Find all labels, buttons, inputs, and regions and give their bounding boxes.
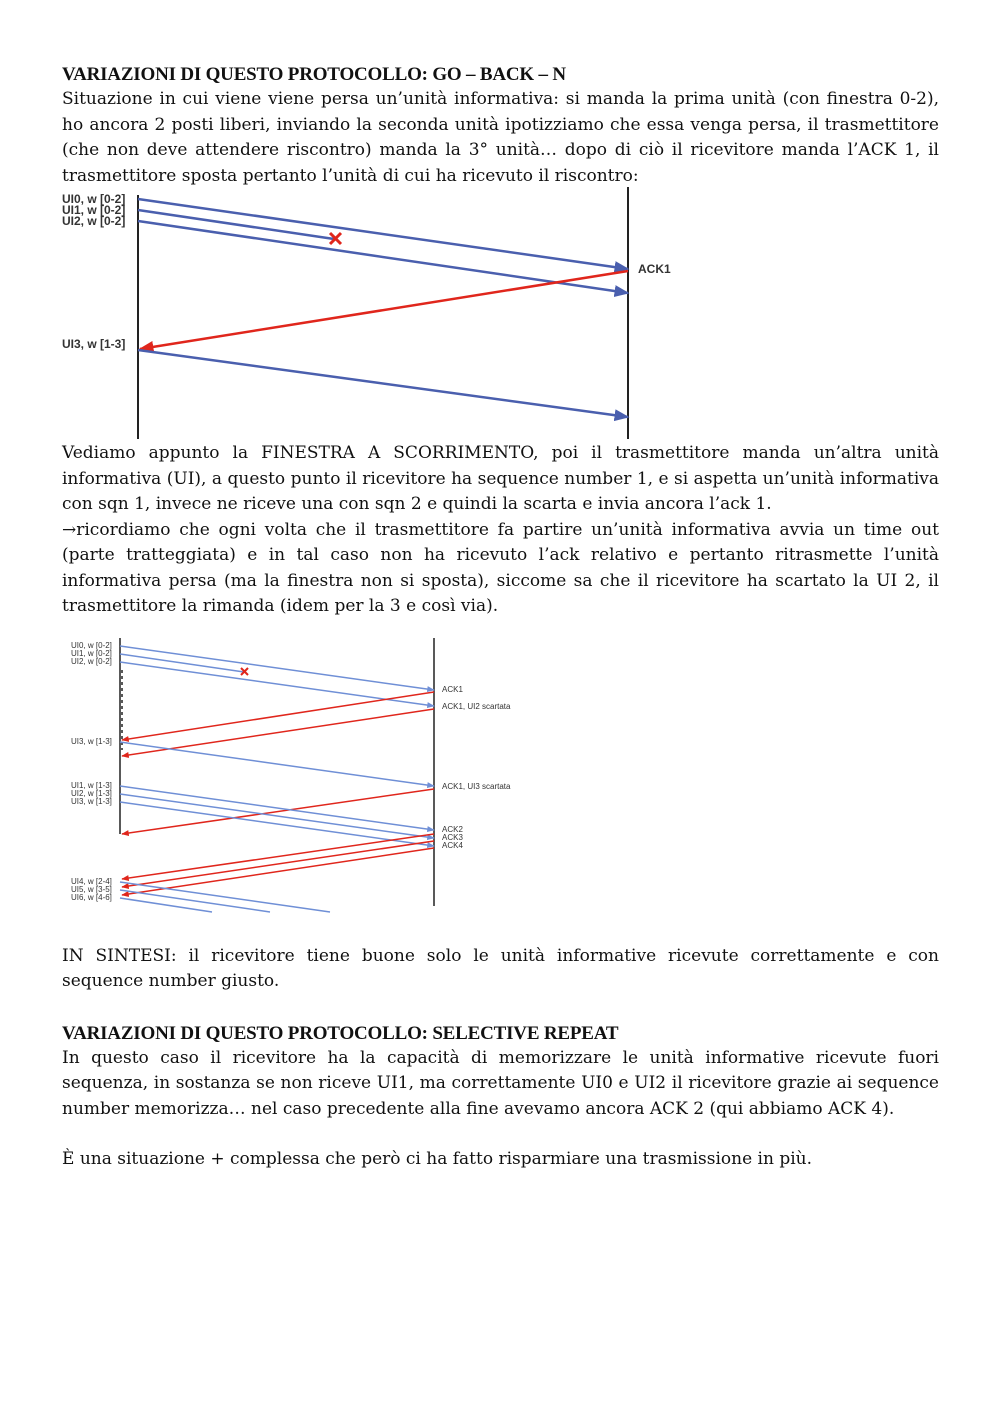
label-ui0: UI0, w [0-2]	[71, 640, 112, 650]
label-ui3: UI3, w [1-3]	[62, 337, 126, 351]
intro-paragraph: Situazione in cui viene viene persa un’unità informativa: si manda la prima unità (con finestra 0-2), ho ancora 2 posti liberi, inviando la seconda unità ipotizziamo che essa venga persa, il trasmettitore (che non deve attendere riscontro) manda la 3° unità… dopo di ciò il ricevitore manda l’ACK 1, il trasmettitore sposta pertanto l’unità di cui ha ricevuto il riscontro:	[62, 89, 939, 186]
label-ui3: UI3, w [1-3]	[71, 736, 112, 746]
frame-ui3-arrow	[120, 742, 434, 786]
label-ui1-retransmit: UI1, w [1-3]	[71, 780, 112, 790]
go-back-n-diagram	[62, 187, 722, 441]
label-ui5: UI5, w [3-5]	[71, 884, 112, 894]
label-ui3-retransmit: UI3, w [1-3]	[71, 796, 112, 806]
frame-ui2-retransmit-arrow	[120, 794, 434, 838]
go-back-n-retransmission-diagram	[62, 638, 532, 918]
summary-paragraph: IN SINTESI: il ricevitore tiene buone solo le unità informative ricevute correttamente e con sequence number giusto.	[62, 945, 939, 991]
label-ui2-retransmit: UI2, w [1-3]	[71, 788, 112, 798]
closing-paragraph: È una situazione + complessa che però ci ha fatto risparmiare una trasmissione in più.	[62, 1149, 813, 1169]
label-ui1: UI1, w [0-2]	[62, 203, 126, 217]
label-ack1: ACK1	[442, 684, 463, 694]
frame-ui3-arrow	[138, 350, 628, 417]
section-heading-go-back-n: VARIAZIONI DI QUESTO PROTOCOLLO: GO – BACK – N	[62, 64, 566, 85]
frame-ui4-arrow	[120, 882, 330, 912]
label-ui4: UI4, w [2-4]	[71, 876, 112, 886]
label-ack2: ACK2	[442, 824, 463, 834]
label-ack1: ACK1	[638, 262, 671, 276]
label-ui1: UI1, w [0-2]	[71, 648, 112, 658]
ack1-ui3-discarded-arrow	[122, 789, 434, 834]
frame-ui0-arrow	[138, 199, 628, 269]
frame-ui1-lost-arrow	[120, 654, 244, 672]
ack3-arrow	[122, 841, 434, 887]
label-ack1-ui3-discarded: ACK1, UI3 scartata	[442, 781, 511, 791]
label-ack3: ACK3	[442, 832, 463, 842]
frame-ui6-arrow	[120, 898, 212, 912]
label-ui0: UI0, w [0-2]	[62, 192, 126, 206]
section-heading-selective-repeat: VARIAZIONI DI QUESTO PROTOCOLLO: SELECTIVE REPEAT	[62, 1022, 619, 1044]
ack1-arrow	[140, 271, 628, 349]
label-ui2: UI2, w [0-2]	[71, 656, 112, 666]
label-ui2: UI2, w [0-2]	[62, 214, 126, 228]
timeout-paragraph: →ricordiamo che ogni volta che il trasmettitore fa partire un’unità informativa avvia un time out (parte tratteggiata) e in tal caso non ha ricevuto l’ack relativo e pertanto ritrasmette l’unità informativa persa (ma la finestra non si sposta), siccome sa che il ricevitore ha scartato la UI 2, il trasmettitore la rimanda (idem per la 3 e così via).	[62, 519, 939, 616]
sliding-window-paragraph: Vediamo appunto la FINESTRA A SCORRIMENTO, poi il trasmettitore manda un’altra unità informativa (UI), a questo punto il ricevitore ha sequence number 1, e si aspetta un’unità informativa con sqn 1, invece ne riceve una con sqn 2 e quindi la scarta e invia ancora l’ack 1.	[62, 443, 939, 514]
label-ui6: UI6, w [4-6]	[71, 892, 112, 902]
document-page	[62, 62, 939, 1173]
selective-repeat-paragraph: In questo caso il ricevitore ha la capacità di memorizzare le unità informative ricevute fuori sequenza, in sostanza se non riceve UI1, ma correttamente UI0 e UI2 il ricevitore grazie ai sequence number memorizza… nel caso precedente alla fine avevamo ancora ACK 2 (qui abbiamo ACK 4).	[62, 1047, 939, 1119]
label-ack4: ACK4	[442, 840, 463, 850]
label-ack1-ui2-discarded: ACK1, UI2 scartata	[442, 701, 511, 711]
